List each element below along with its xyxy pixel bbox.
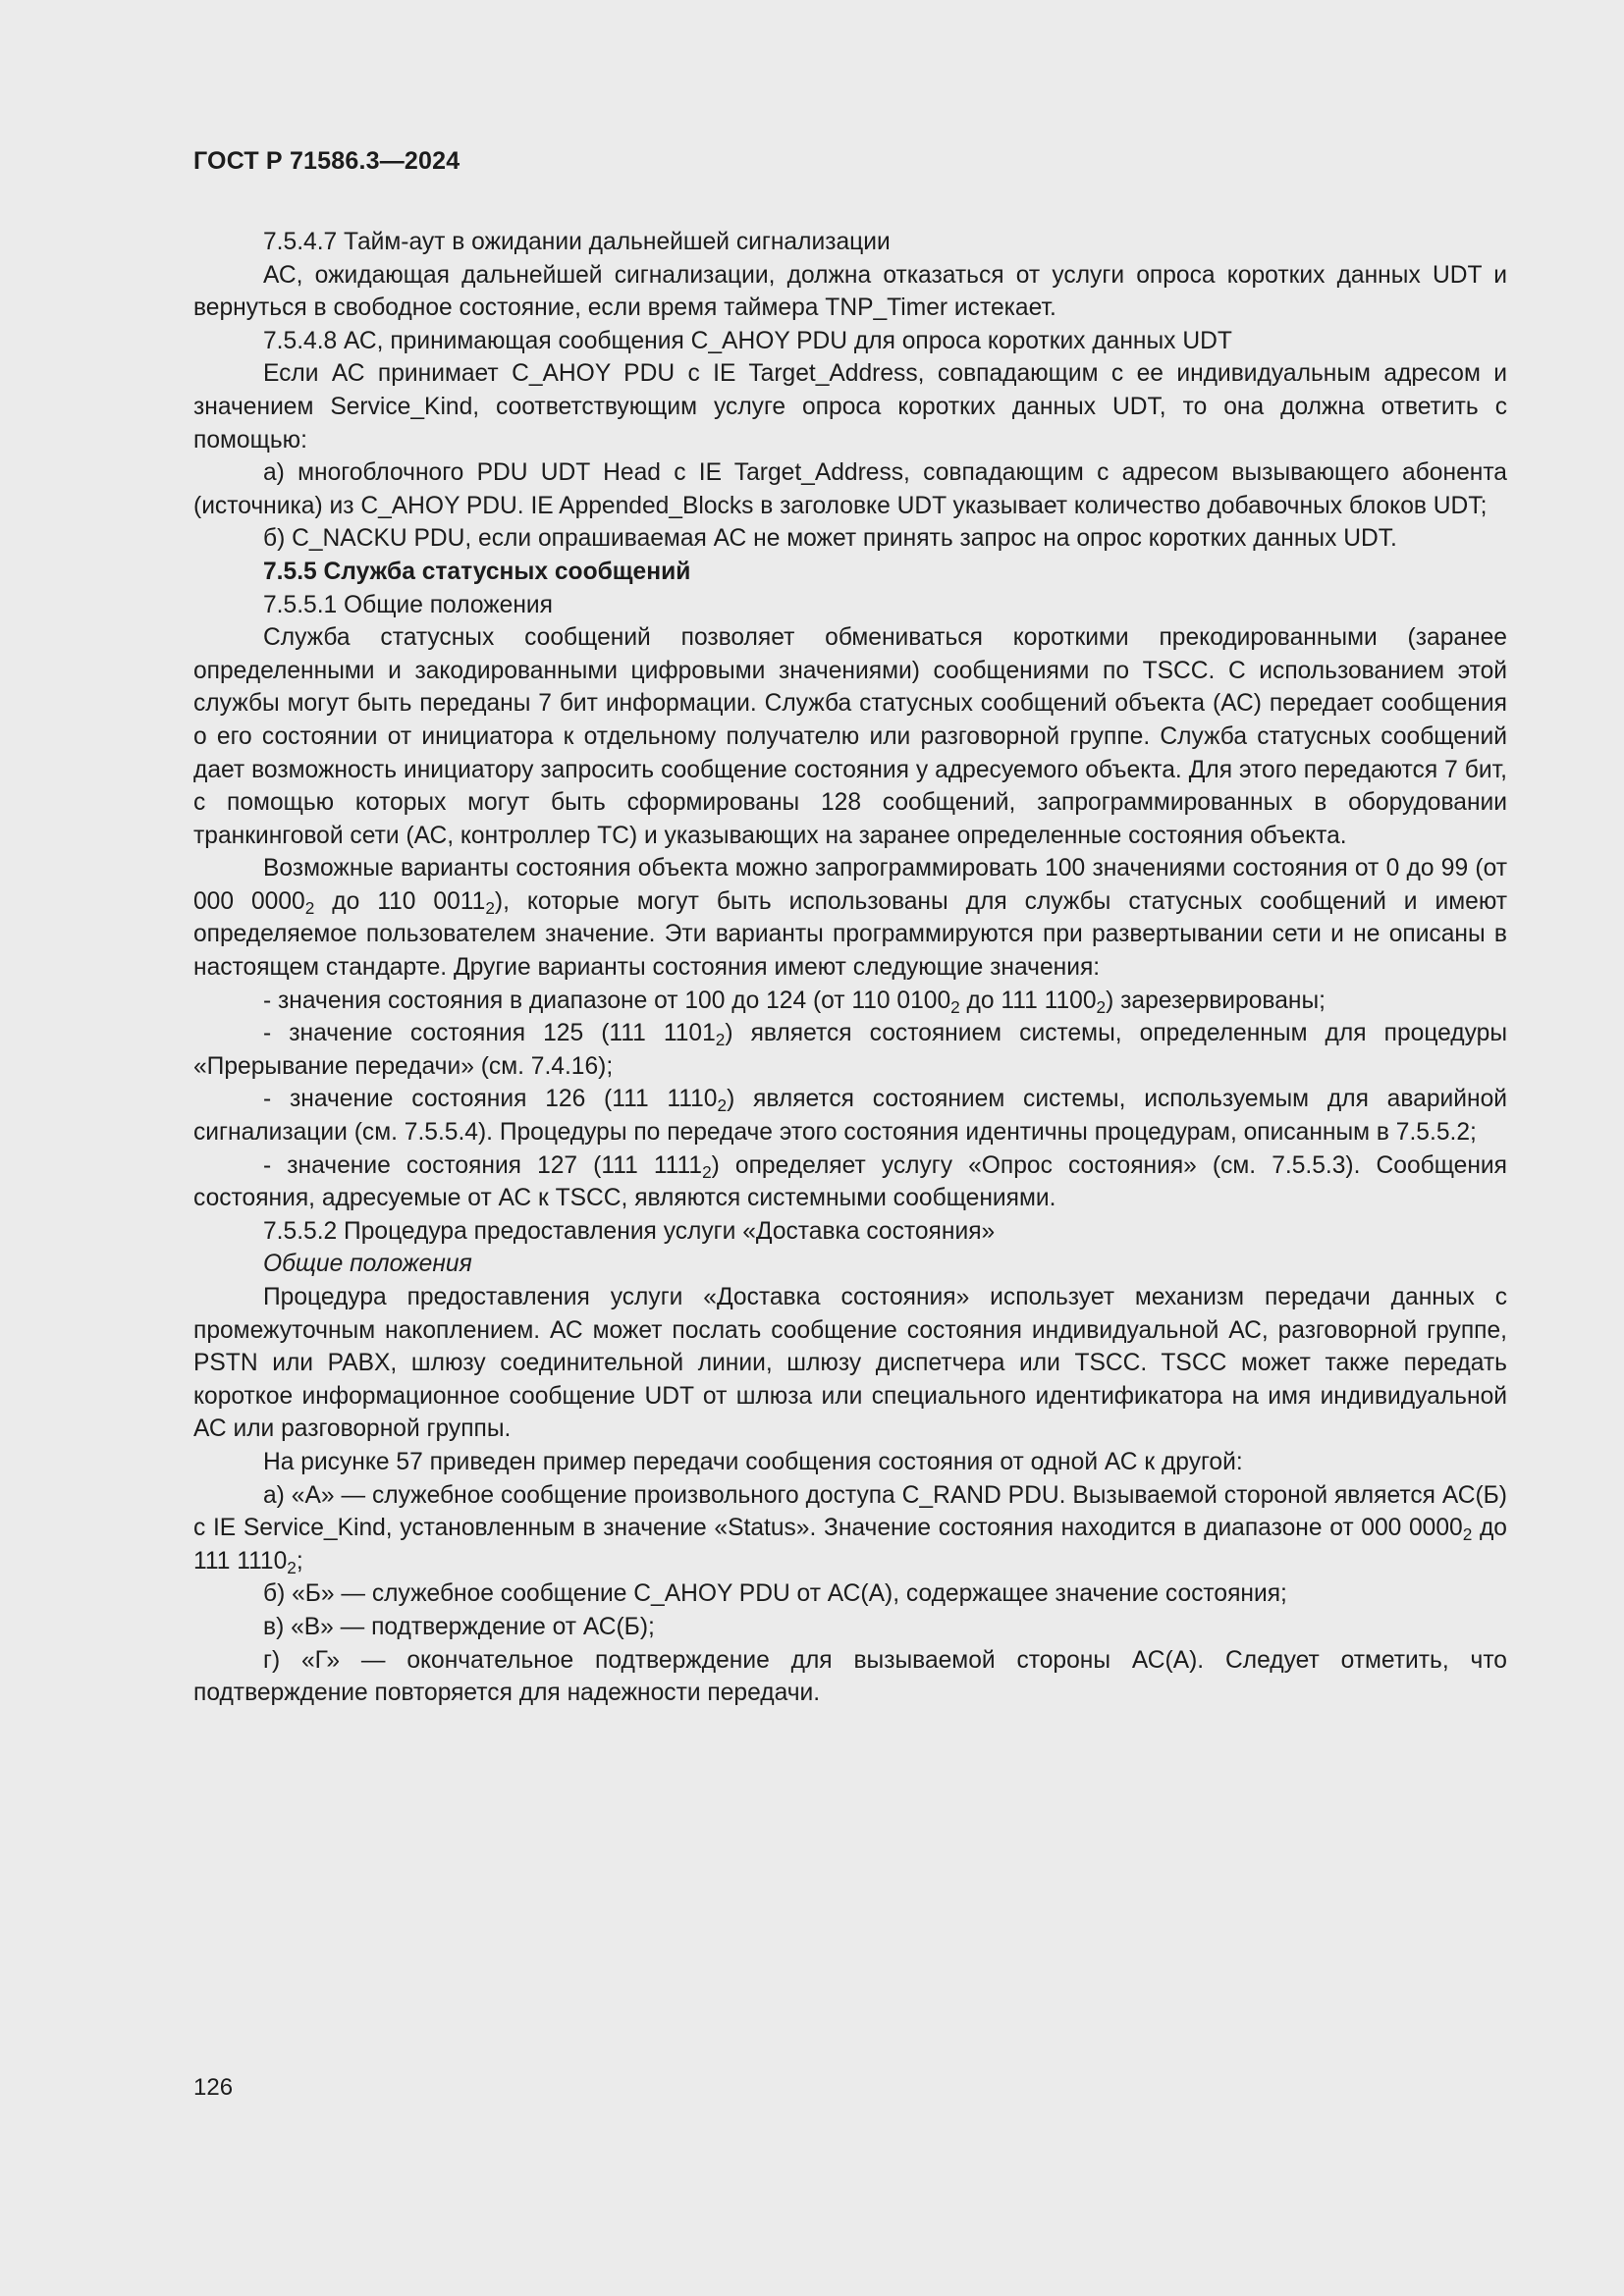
- section-heading-7-5-5: 7.5.5 Служба статусных сообщений: [263, 558, 691, 585]
- list-item: б) C_NACKU PDU, если опрашиваемая АС не может принять запрос на опрос коротких данных UDT.: [263, 525, 1397, 553]
- subheading-general: Общие положения: [263, 1251, 472, 1278]
- paragraph: Служба статусных сообщений позволяет обмениваться короткими прекодированными (заранее определенными и закодированными цифровыми значениями) сообщениями по TSCC. С использованием этой службы могут быть переданы 7 бит информации. Служба статусных сообщений объекта (АС) передает сообщения о его состоянии от инициатора к отдельному получателю или разговорной группе. Служба статусных сообщений дает возможность инициатору запросить сообщение состояния у адресуемого объекта. Для этого передаются 7 бит, с помощью которых могут быть сформированы 128 сообщений, запрограммированных в оборудовании транкинговой сети (АС, контроллер ТС) и указывающих на заранее определенные состояния объекта.: [193, 624, 1507, 849]
- list-item: [193, 1083, 1507, 1148]
- paragraph: Процедура предоставления услуги «Доставка состояния» использует механизм передачи данных с промежуточным накоплением. АС может послать сообщение состояния индивидуальной АС, разговорной группе, PSTN или PABX, шлюзу соединительной линии, шлюзу диспетчера или TSCC. TSCC может также передать короткое информационное сообщение UDT от шлюза или специального идентификатора на имя индивидуальной АС или разговорной группы.: [193, 1284, 1507, 1443]
- list-item: [193, 1017, 1507, 1083]
- list-item: а) многоблочного PDU UDT Head с IE Target_Address, совпадающим с адресом вызывающего абонента (источника) из C_AHOY PDU. IE Appended_Blocks в заголовке UDT указывает количество добавочных блоков UDT;: [193, 459, 1507, 519]
- subscript: 2: [702, 1161, 712, 1182]
- text-run: до 111 1100: [959, 987, 1097, 1014]
- text-run: ) является состоянием системы, используемым для аварийной сигнализации (см. 7.5.5.4). Процедуры по передаче этого состояния идентичны процедурам, описанным в 7.5.5.2;: [193, 1086, 1507, 1147]
- list-item: [193, 1149, 1507, 1215]
- list-item: г) «Г» — окончательное подтверждение для вызываемой стороны АС(А). Следует отметить, что подтверждение повторяется для надежности передачи.: [193, 1646, 1507, 1707]
- text-run: - значение состояния 127 (111 1111: [263, 1151, 703, 1179]
- subscript: 2: [1096, 996, 1107, 1017]
- text-run: Возможные варианты состояния объекта можно запрограммировать 100 значениями состояния от 0 до 99 (от 000 0000: [193, 855, 1507, 915]
- subscript: 2: [1462, 1523, 1473, 1544]
- subscript: 2: [304, 897, 315, 918]
- section-heading-7-5-5-2: 7.5.5.2 Процедура предоставления услуги «Доставка состояния»: [263, 1217, 996, 1245]
- document-header: ГОСТ Р 71586.3—2024: [193, 147, 460, 175]
- paragraph: АС, ожидающая дальнейшей сигнализации, должна отказаться от услуги опроса коротких данных UDT и вернуться в свободное состояние, если время таймера TNP_Timer истекает.: [193, 261, 1507, 322]
- text-run: ) определяет услугу «Опрос состояния» (см. 7.5.5.3). Сообщения состояния, адресуемые от АС к TSCC, являются системными сообщениями.: [193, 1151, 1507, 1212]
- page-number: 126: [193, 2074, 234, 2101]
- section-heading-7-5-5-1: 7.5.5.1 Общие положения: [263, 591, 553, 618]
- list-item: б) «Б» — служебное сообщение C_AHOY PDU от АС(А), содержащее значение состояния;: [263, 1580, 1287, 1608]
- text-run: ) зарезервированы;: [1106, 987, 1326, 1014]
- text-run: до 110 0011: [314, 887, 486, 915]
- list-item: в) «В» — подтверждение от АС(Б);: [263, 1613, 655, 1640]
- subscript: 2: [715, 1030, 726, 1050]
- paragraph: На рисунке 57 приведен пример передачи сообщения состояния от одной АС к другой:: [263, 1448, 1243, 1475]
- paragraph: Если АС принимает C_AHOY PDU с IE Target_Address, совпадающим с ее индивидуальным адресом и значением Service_Kind, соответствующим услуге опроса коротких данных UDT, то она должна ответить с помощью:: [193, 360, 1507, 454]
- text-run: ) является состоянием системы, определенным для процедуры «Прерывание передачи» (см. 7.4.16);: [193, 1020, 1508, 1080]
- subscript: 2: [485, 897, 495, 918]
- text-run: ), которые могут быть использованы для службы статусных сообщений и имеют определяемое пользователем значение. Эти варианты программируются при развертывании сети и не описаны в настоящем стандарте. Другие варианты состояния имеют следующие значения:: [193, 887, 1507, 982]
- subscript: 2: [950, 996, 960, 1017]
- section-heading-7-5-4-8: 7.5.4.8 АС, принимающая сообщения C_AHOY PDU для опроса коротких данных UDT: [263, 327, 1232, 354]
- text-run: - значения состояния в диапазоне от 100 до 124 (от 110 0100: [263, 987, 951, 1014]
- list-item: [193, 1479, 1507, 1578]
- list-item: [193, 985, 1507, 1018]
- text-run: а) «A» — служебное сообщение произвольного доступа C_RAND PDU. Вызываемой стороной является АС(Б) с IE Service_Kind, установленным в значение «Status». Значение состояния находится в диапазоне от 000 0000: [193, 1481, 1507, 1542]
- text-run: - значение состояния 125 (111 1101: [263, 1020, 716, 1047]
- section-heading-7-5-4-7: 7.5.4.7 Тайм-аут в ожидании дальнейшей сигнализации: [263, 229, 891, 255]
- paragraph: [193, 852, 1507, 984]
- document-body: [193, 226, 1507, 1710]
- text-run: до 111 1110: [193, 1515, 1507, 1575]
- subscript: 2: [717, 1095, 728, 1116]
- text-run: ;: [296, 1547, 303, 1575]
- text-run: - значение состояния 126 (111 1110: [263, 1086, 718, 1113]
- subscript: 2: [287, 1557, 297, 1577]
